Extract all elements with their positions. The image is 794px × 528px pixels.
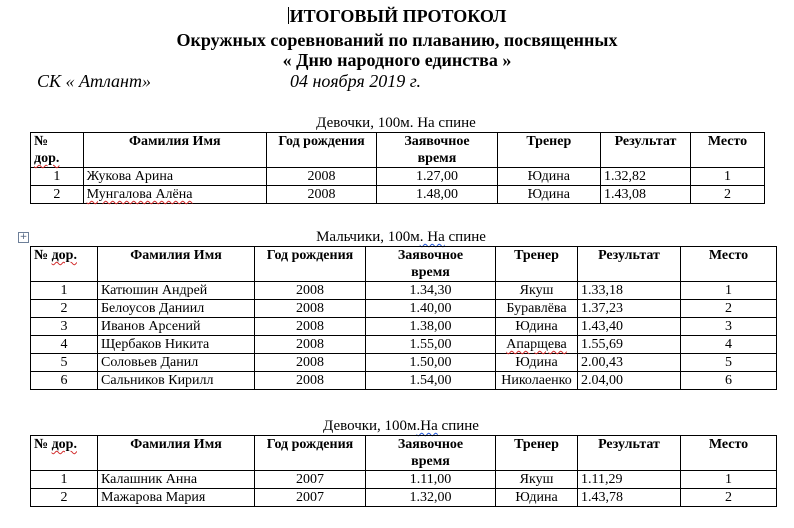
cell-place: 2 xyxy=(681,489,777,507)
column-header-entry-time: Заявочное время xyxy=(366,247,496,282)
column-header-lane: № дор. xyxy=(31,133,84,168)
cell-coach: Юдина xyxy=(496,354,578,372)
cell-result: 1.43,08 xyxy=(600,186,690,204)
column-header-result: Результат xyxy=(600,133,690,168)
table-row xyxy=(31,318,777,336)
table-header-row xyxy=(31,133,765,168)
protocol-title: ИТОГОВЫЙ ПРОТОКОЛ xyxy=(289,6,507,26)
cell-entry: 1.27,00 xyxy=(377,168,497,186)
cell-lane: 6 xyxy=(31,372,98,390)
cell-lane: 4 xyxy=(31,336,98,354)
cell-coach: Юдина xyxy=(497,186,600,204)
cell-coach: Якуш xyxy=(496,471,578,489)
column-header-lane: № дор. xyxy=(31,436,98,471)
cell-name: Калашник Анна xyxy=(98,471,255,489)
cell-year: 2007 xyxy=(255,471,366,489)
competition-dedication: « Дню народного единства » xyxy=(282,50,512,70)
cell-year: 2008 xyxy=(255,372,366,390)
cell-name: Белоусов Даниил xyxy=(98,300,255,318)
cell-coach: Юдина xyxy=(496,489,578,507)
column-header-place: Место xyxy=(691,133,765,168)
section-caption-girls-backstroke: Девочки, 100м. На спине xyxy=(316,115,476,131)
cell-name: Щербаков Никита xyxy=(98,336,255,354)
cell-lane: 2 xyxy=(31,186,84,204)
cell-year: 2008 xyxy=(266,186,376,204)
column-header-birth-year: Год рождения xyxy=(255,247,366,282)
cell-place: 2 xyxy=(691,186,765,204)
column-header-place: Место xyxy=(681,247,777,282)
table-row xyxy=(31,186,765,204)
cell-lane: 2 xyxy=(31,489,98,507)
table-header-row xyxy=(31,247,777,282)
cell-coach: Юдина xyxy=(497,168,600,186)
cell-entry: 1.38,00 xyxy=(366,318,496,336)
cell-place: 3 xyxy=(681,318,777,336)
cell-year: 2008 xyxy=(255,318,366,336)
table-row xyxy=(31,336,777,354)
cell-year: 2007 xyxy=(255,489,366,507)
cell-lane: 2 xyxy=(31,300,98,318)
cell-place: 1 xyxy=(681,471,777,489)
column-header-name: Фамилия Имя xyxy=(98,247,255,282)
column-header-birth-year: Год рождения xyxy=(266,133,376,168)
section-caption-boys-backstroke: Мальчики, 100м. На спине xyxy=(316,229,486,245)
cell-lane: 1 xyxy=(31,282,98,300)
results-table-girls-2 xyxy=(30,435,777,507)
cell-place: 1 xyxy=(691,168,765,186)
column-header-result: Результат xyxy=(578,247,681,282)
cell-coach: Юдина xyxy=(496,318,578,336)
column-header-name: Фамилия Имя xyxy=(83,133,266,168)
table-header-row xyxy=(31,436,777,471)
column-header-coach: Тренер xyxy=(496,436,578,471)
cell-entry: 1.50,00 xyxy=(366,354,496,372)
cell-entry: 1.48,00 xyxy=(377,186,497,204)
cell-result: 1.55,69 xyxy=(578,336,681,354)
cell-result: 1.11,29 xyxy=(578,471,681,489)
cell-place: 2 xyxy=(681,300,777,318)
cell-result: 2.04,00 xyxy=(578,372,681,390)
move-handle-icon[interactable]: + xyxy=(19,232,28,242)
cell-place: 5 xyxy=(681,354,777,372)
competition-subtitle: Окружных соревнований по плаванию, посвященных xyxy=(176,30,618,50)
cell-coach: Николаенко xyxy=(496,372,578,390)
cell-entry: 1.55,00 xyxy=(366,336,496,354)
text-cursor xyxy=(288,7,289,24)
cell-year: 2008 xyxy=(255,300,366,318)
cell-place: 4 xyxy=(681,336,777,354)
cell-name: Сальников Кирилл xyxy=(98,372,255,390)
cell-lane: 1 xyxy=(31,471,98,489)
section-caption-girls-backstroke-2: Девочки, 100м.На спине xyxy=(323,418,479,434)
cell-lane: 3 xyxy=(31,318,98,336)
column-header-lane: № дор. xyxy=(31,247,98,282)
column-header-entry-time: Заявочное время xyxy=(377,133,497,168)
table-row xyxy=(31,471,777,489)
cell-entry: 1.11,00 xyxy=(366,471,496,489)
cell-entry: 1.34,30 xyxy=(366,282,496,300)
club-name: СК « Атлант» xyxy=(37,71,151,91)
cell-coach: Якуш xyxy=(496,282,578,300)
table-row xyxy=(31,372,777,390)
cell-result: 1.33,18 xyxy=(578,282,681,300)
cell-coach: Апарщева xyxy=(496,336,578,354)
cell-result: 2.00,43 xyxy=(578,354,681,372)
cell-result: 1.32,82 xyxy=(600,168,690,186)
cell-name: Жукова Арина xyxy=(83,168,266,186)
cell-name: Иванов Арсений xyxy=(98,318,255,336)
table-row xyxy=(31,168,765,186)
cell-year: 2008 xyxy=(255,354,366,372)
column-header-coach: Тренер xyxy=(496,247,578,282)
cell-result: 1.37,23 xyxy=(578,300,681,318)
cell-entry: 1.40,00 xyxy=(366,300,496,318)
table-row xyxy=(31,354,777,372)
cell-place: 6 xyxy=(681,372,777,390)
cell-result: 1.43,78 xyxy=(578,489,681,507)
table-row xyxy=(31,300,777,318)
results-table-girls-1 xyxy=(30,132,765,204)
cell-lane: 5 xyxy=(31,354,98,372)
cell-name: Катюшин Андрей xyxy=(98,282,255,300)
column-header-entry-time: Заявочное время xyxy=(366,436,496,471)
cell-year: 2008 xyxy=(266,168,376,186)
table-row xyxy=(31,282,777,300)
cell-place: 1 xyxy=(681,282,777,300)
column-header-birth-year: Год рождения xyxy=(255,436,366,471)
competition-date: 04 ноября 2019 г. xyxy=(290,71,422,91)
column-header-coach: Тренер xyxy=(497,133,600,168)
cell-entry: 1.32,00 xyxy=(366,489,496,507)
cell-year: 2008 xyxy=(255,336,366,354)
cell-coach: Буравлёва xyxy=(496,300,578,318)
column-header-place: Место xyxy=(681,436,777,471)
table-row xyxy=(31,489,777,507)
cell-result: 1.43,40 xyxy=(578,318,681,336)
cell-name: Мунгалова Алёна xyxy=(83,186,266,204)
cell-name: Соловьев Данил xyxy=(98,354,255,372)
results-table-boys xyxy=(30,246,777,390)
column-header-name: Фамилия Имя xyxy=(98,436,255,471)
column-header-result: Результат xyxy=(578,436,681,471)
cell-year: 2008 xyxy=(255,282,366,300)
cell-entry: 1.54,00 xyxy=(366,372,496,390)
cell-name: Мажарова Мария xyxy=(98,489,255,507)
cell-lane: 1 xyxy=(31,168,84,186)
